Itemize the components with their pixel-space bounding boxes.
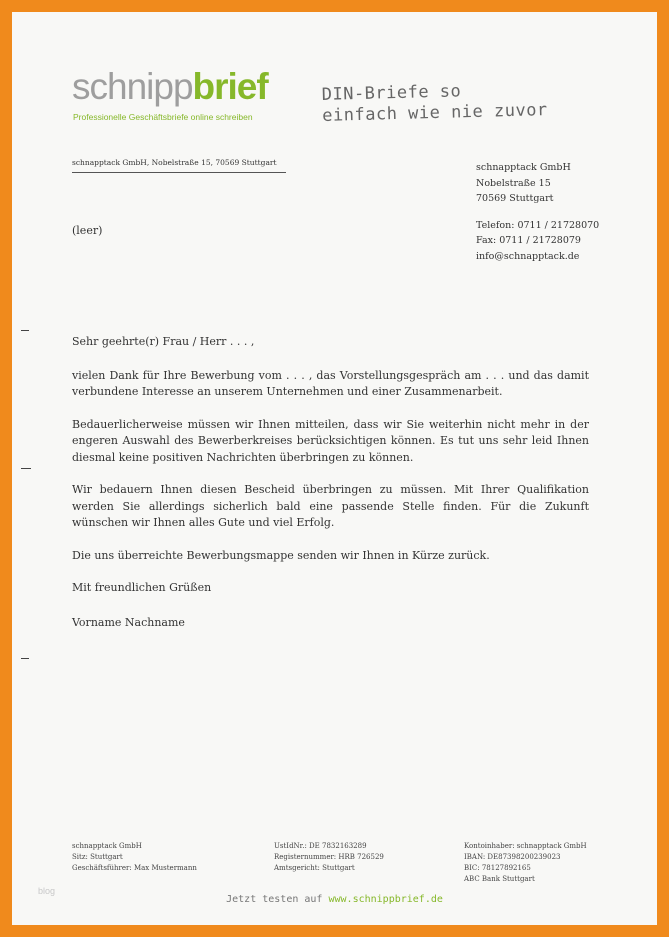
- paragraph-2: Bedauerlicherweise müssen wir Ihnen mitteilen, dass wir Sie weiterhin nicht mehr in der engeren Auswahl des Bewerberkreises berücksichtigen können. Es tut uns sehr leid Ihnen diesmal keine positiven Nachrichten überbringen zu können.: [72, 417, 589, 464]
- logo-subtitle: Professionelle Geschäftsbriefe online schreiben: [73, 112, 253, 122]
- contact-fax: Fax: 0711 / 21728079: [476, 235, 581, 246]
- footer-line: UstIdNr.: DE 7832163289: [274, 842, 367, 850]
- footer-column-company: [72, 841, 197, 874]
- footer-line: Kontoinhaber: schnapptack GmbH: [464, 842, 587, 850]
- fold-mark-top: [21, 330, 29, 331]
- sender-return-line: schnapptack GmbH, Nobelstraße 15, 70569 Stuttgart: [72, 158, 286, 173]
- website-link[interactable]: www.schnippbrief.de: [328, 894, 443, 905]
- paragraph-3: Wir bedauern Ihnen diesen Bescheid überbringen zu müssen. Mit Ihrer Qualifikation werden Sie allerdings sicherlich bald eine passende Stelle finden. Für die Zukunft wünschen wir Ihnen alles Gute und viel Erfolg.: [72, 483, 589, 529]
- contact-company: schnapptack GmbH: [476, 162, 571, 173]
- logo-part-1: schnipp: [72, 66, 193, 107]
- footer-line: Geschäftsführer: Max Mustermann: [72, 864, 197, 872]
- test-banner-prefix: Jetzt testen auf: [226, 894, 323, 905]
- footer-line: schnapptack GmbH: [72, 842, 142, 850]
- logo: [72, 68, 268, 105]
- footer-line: ABC Bank Stuttgart: [464, 875, 535, 883]
- closing: Mit freundlichen Grüßen: [72, 581, 212, 594]
- paragraph-4: Die uns überreichte Bewerbungsmappe senden wir Ihnen in Kürze zurück.: [72, 548, 490, 562]
- salutation: Sehr geehrte(r) Frau / Herr . . . ,: [72, 335, 255, 348]
- slogan: [321, 79, 547, 127]
- footer-line: Registernummer: HRB 726529: [274, 853, 384, 861]
- footer-line: IBAN: DE87398200239023: [464, 853, 561, 861]
- logo-part-2: brief: [192, 66, 268, 107]
- contact-street: Nobelstraße 15: [476, 177, 551, 189]
- recipient-address: (leer): [72, 224, 103, 237]
- footer-line: Amtsgericht: Stuttgart: [274, 864, 355, 872]
- paragraph-1: vielen Dank für Ihre Bewerbung vom . . . , das Vorstellungsgespräch am . . . und das damit verbundene Interesse an unserem Unternehmen und einer Zusammenarbeit.: [72, 368, 589, 398]
- footer-line: BIC: 78127892165: [464, 864, 531, 872]
- letter-body: [72, 334, 589, 647]
- letter-page: [12, 12, 657, 925]
- slogan-line-2: einfach wie nie zuvor: [322, 100, 548, 126]
- contact-city: 70569 Stuttgart: [476, 193, 554, 204]
- signature-name: Vorname Nachname: [72, 615, 185, 629]
- footer-column-bank: [464, 841, 587, 885]
- contact-email: info@schnapptack.de: [476, 250, 580, 262]
- footer-line: Sitz: Stuttgart: [72, 853, 123, 861]
- test-banner: [12, 894, 657, 905]
- fold-mark-bottom: [21, 658, 29, 659]
- contact-phone: Telefon: 0711 / 21728070: [476, 219, 600, 231]
- footer-column-registry: [274, 841, 384, 874]
- slogan-line-1: DIN-Briefe so: [321, 81, 462, 105]
- blog-watermark: blog: [38, 886, 56, 896]
- punch-mark: [21, 468, 31, 469]
- contact-block: [476, 160, 599, 264]
